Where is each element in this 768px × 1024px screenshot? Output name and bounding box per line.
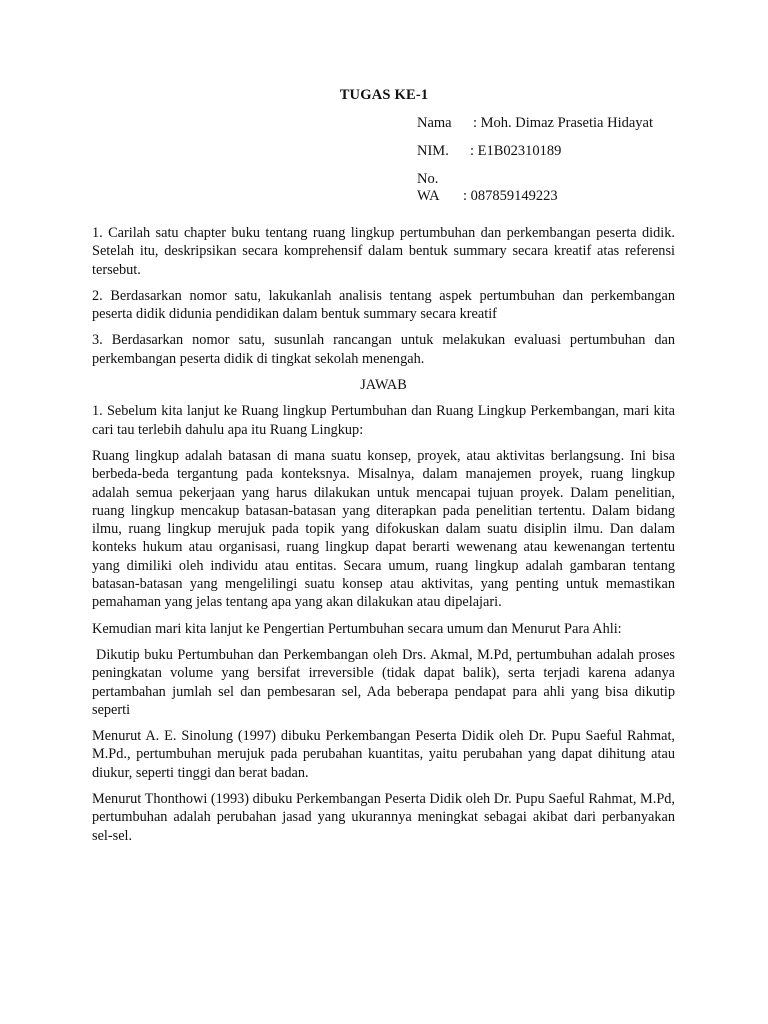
question-1: 1. Carilah satu chapter buku tentang ruang lingkup pertumbuhan dan perkembangan peserta didik. Setelah itu, deskripsikan secara komprehensif dalam bentuk summary secara kreatif atas referensi tersebut. — [92, 225, 675, 278]
question-3: 3. Berdasarkan nomor satu, susunlah rancangan untuk melakukan evaluasi pertumbuhan dan perkembangan peserta didik di tingkat sekolah menengah. — [92, 332, 675, 367]
document-title: TUGAS KE-1 — [339, 87, 429, 103]
wa-value: : 087859149223 — [463, 188, 558, 204]
answer-paragraph: Dikutip buku Pertumbuhan dan Perkembangan oleh Drs. Akmal, M.Pd, pertumbuhan adalah proses peningkatan volume yang bersifat irreversible (tidak dapat balik), serta terjadi karena adanya pertambahan jumlah sel dan pembesaran sel, Ada beberapa pendapat para ahli yang bisa dikutip seperti — [92, 646, 675, 718]
document-body — [92, 224, 675, 853]
nim-label: NIM. — [417, 143, 449, 159]
answer-heading: JAWAB — [360, 377, 407, 394]
answer-paragraph: 1. Sebelum kita lanjut ke Ruang lingkup Pertumbuhan dan Ruang Lingkup Perkembangan, mari kita cari tau terlebih dahulu apa itu Ruang Lingkup: — [92, 403, 675, 438]
nama-label: Nama — [417, 115, 452, 131]
nim-value: : E1B02310189 — [470, 143, 562, 159]
answer-paragraph: Menurut A. E. Sinolung (1997) dibuku Perkembangan Peserta Didik oleh Dr. Pupu Saeful Rahmat, M.Pd., pertumbuhan merujuk pada perubahan kuantitas, yaitu perubahan yang dapat dihitung atau diukur, seperti tinggi dan berat badan. — [92, 728, 675, 781]
answer-paragraph: Ruang lingkup adalah batasan di mana suatu konsep, proyek, atau aktivitas berlangsung. Ini bisa berbeda-beda tergantung pada konteksnya. Misalnya, dalam manajemen proyek, ruang lingkup adalah semua pekerjaan yang harus dilakukan untuk mencapai tujuan proyek. Dalam penelitian, ruang lingkup mencakup batasan-batasan yang diterapkan pada penelitian tertentu. Dalam bidang ilmu, ruang lingkup merujuk pada topik yang difokuskan dalam suatu disiplin ilmu. Dan dalam konteks hukum atau organisasi, ruang lingkup dapat berarti wewenang atau kewenangan tertentu yang dimiliki oleh individu atau entitas. Secara umum, ruang lingkup adalah gambaran tentang batasan-batasan yang mengelilingi suatu konsep atau aktivitas, yang penting untuk memastikan pemahaman yang jelas tentang apa yang akan dilakukan atau dipelajari. — [92, 447, 675, 611]
info-wa — [417, 171, 558, 205]
wa-label: No. WA — [417, 171, 440, 204]
answer-paragraph: Kemudian mari kita lanjut ke Pengertian Pertumbuhan secara umum dan Menurut Para Ahli: — [92, 620, 622, 637]
info-nim — [417, 143, 561, 160]
answer-paragraph: Menurut Thonthowi (1993) dibuku Perkembangan Peserta Didik oleh Dr. Pupu Saeful Rahmat, M.Pd, pertumbuhan adalah perubahan jasad yang ukurannya meningkat sebagai akibat dari perbanyakan sel-sel. — [92, 791, 675, 844]
info-nama — [417, 115, 653, 132]
nama-value: : Moh. Dimaz Prasetia Hidayat — [473, 115, 653, 131]
question-2: 2. Berdasarkan nomor satu, lakukanlah analisis tentang aspek pertumbuhan dan perkembangan peserta didik didunia pendidikan dalam bentuk summary secara kreatif — [92, 287, 675, 323]
